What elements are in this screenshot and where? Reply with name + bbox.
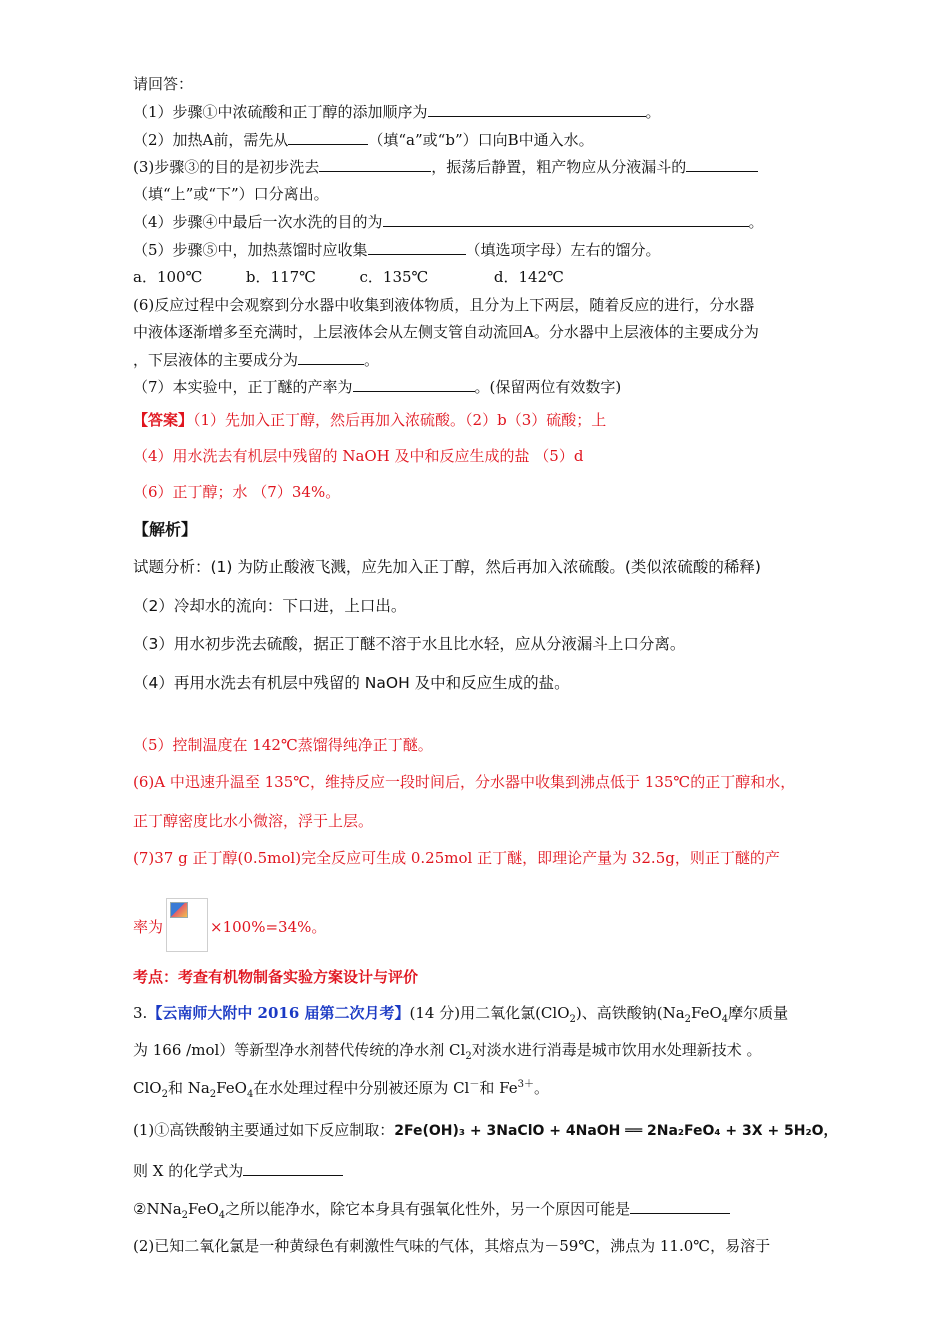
- answer-blank: [630, 1199, 730, 1214]
- answer-blank: [243, 1161, 343, 1176]
- analysis-4: （4）再用水洗去有机层中残留的 NaOH 及中和反应生成的盐。: [133, 674, 570, 692]
- question-1: （1）步骤①中浓硫酸和正丁醇的添加顺序为 。: [133, 103, 661, 121]
- answer-blank: [686, 157, 758, 172]
- option-c: c．135℃: [359, 268, 429, 286]
- analysis-6-line2: 正丁醇密度比水小微溶，浮于上层。: [133, 812, 374, 830]
- question-5-options: [133, 267, 564, 287]
- option-b: b．117℃: [245, 268, 316, 286]
- analysis-7-line1: (7)37 g 正丁醇(0.5mol)完全反应可生成 0.25mol 正丁醚，即理论产量为 32.5g，则正丁醚的产: [133, 849, 780, 867]
- question-5: （5）步骤⑤中，加热蒸馏时应收集 （填选项字母）左右的馏分。: [133, 241, 661, 259]
- knowledge-point: 考点：考查有机物制备实验方案设计与评价: [133, 968, 419, 986]
- question-7: （7）本实验中，正丁醚的产率为 。(保留两位有效数字): [133, 378, 622, 396]
- question-3-line3: ClO$_2$和 $Na_2FeO_4$在水处理过程中分别被还原为 Cl－和 $Fe^{3+}$。: [133, 1079, 549, 1100]
- answer-blank: [428, 102, 646, 117]
- analysis-1: 试题分析：(1) 为防止酸液飞溅，应先加入正丁醇，然后再加入浓硫酸。(类似浓硫酸的稀释): [133, 558, 761, 576]
- question-3-header: 3.【云南师大附中 2016 届第二次月考】(14 分)用二氧化氯(ClO$_2$)、高铁酸钠($Na_2FeO_4$摩尔质量: [133, 1004, 789, 1025]
- analysis-6-line1: (6)A 中迅速升温至 135℃，维持反应一段时间后，分水器中收集到沸点低于 135℃的正丁醇和水，: [133, 773, 796, 791]
- analysis-heading: 【解析】: [133, 520, 198, 539]
- question-3-part1-x: 则 X 的化学式为: [133, 1161, 343, 1181]
- option-d: d．142℃: [493, 268, 564, 286]
- reaction-equation: 2Fe(OH)₃ + 3NaClO + 4NaOH ══ 2Na₂FeO₄ + 3X + 5H₂O，: [394, 1123, 838, 1139]
- question-2: （2）加热A前，需先从 （填“a”或“b”）口向B中通入水。: [133, 131, 594, 149]
- question-source: 【云南师大附中 2016 届第二次月考】: [147, 1004, 410, 1022]
- answer-blank: [288, 130, 368, 145]
- answer-tag: 【答案】: [133, 411, 194, 429]
- question-3-part2: (2)已知二氧化氯是一种黄绿色有刺激性气味的气体，其熔点为－59℃，沸点为 11.0℃，易溶于: [133, 1237, 771, 1255]
- analysis-7-line2-start: 率为: [133, 918, 164, 936]
- answer-line-1: 【答案】（1）先加入正丁醇，然后再加入浓硫酸。（2）b（3）硫酸；上: [133, 411, 607, 429]
- question-3-part1-b: ②NNa$_2$FeO$_4$之所以能净水，除它本身具有强氧化性外，另一个原因可能是: [133, 1199, 730, 1219]
- formula-image: [166, 898, 208, 952]
- question-6-line3: ，下层液体的主要成分为 。: [133, 351, 380, 369]
- answer-blank: [353, 377, 475, 392]
- analysis-3: （3）用水初步洗去硫酸，据正丁醚不溶于水且比水轻，应从分液漏斗上口分离。: [133, 635, 686, 653]
- analysis-5: （5）控制温度在 142℃蒸馏得纯净正丁醚。: [133, 736, 433, 754]
- question-6-line2: 中液体逐渐增多至充满时，上层液体会从左侧支管自动流回A。分水器中上层液体的主要成分为: [133, 323, 759, 341]
- question-6-line1: (6)反应过程中会观察到分水器中收集到液体物质，且分为上下两层，随着反应的进行，分水器: [133, 296, 755, 314]
- question-4: （4）步骤④中最后一次水洗的目的为 。: [133, 213, 764, 231]
- answer-line-2: （4）用水洗去有机层中残留的 NaOH 及中和反应生成的盐 （5）d: [133, 447, 584, 465]
- prompt-line: 请回答：: [133, 75, 194, 93]
- option-a: a．100℃: [133, 268, 203, 286]
- answer-blank: [319, 157, 431, 172]
- answer-blank: [368, 240, 466, 255]
- broken-image-icon: [170, 902, 188, 918]
- analysis-2: （2）冷却水的流向：下口进，上口出。: [133, 597, 407, 615]
- question-3: (3)步骤③的目的是初步洗去 ，振荡后静置，粗产物应从分液漏斗的: [133, 157, 758, 177]
- question-3-cont: （填“上”或“下”）口分离出。: [133, 185, 329, 203]
- analysis-7-line2-end: ×100%=34%。: [210, 918, 327, 936]
- question-3-part1: (1)①高铁酸钠主要通过如下反应制取：2Fe(OH)₃ + 3NaClO + 4NaOH ══ 2Na₂FeO₄ + 3X + 5H₂O，: [133, 1121, 838, 1139]
- question-3-line2: 为 166 /mol）等新型净水剂替代传统的净水剂 $Cl_2$对淡水进行消毒是城市饮用水处理新技术 。: [133, 1041, 762, 1062]
- answer-line-3: （6）正丁醇；水 （7）34%。: [133, 483, 341, 501]
- answer-blank: [298, 350, 364, 365]
- answer-blank: [383, 212, 749, 227]
